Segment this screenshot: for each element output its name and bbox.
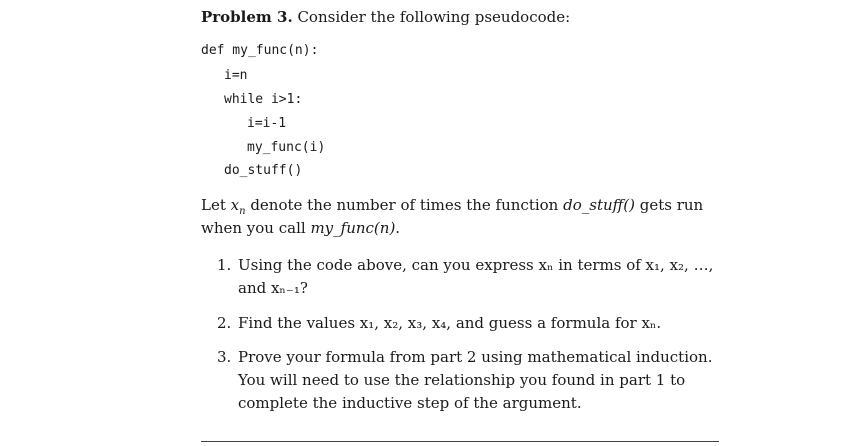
list-item-1 [217, 254, 725, 300]
code-line-assign: i=n [224, 68, 248, 83]
function-name: do_stuff() [563, 196, 635, 214]
paragraph-text: gets run when you call [201, 196, 704, 237]
math-variable [230, 196, 246, 217]
problem-title [201, 7, 570, 27]
code-line-def: def my_func(n): [201, 43, 319, 58]
paragraph-text: denote the number of times the function [245, 196, 564, 214]
paragraph-text: Let [201, 196, 231, 214]
list-item-3 [217, 346, 725, 415]
list-text: Prove your formula from part 2 using mathematical induction. You will need to use the relationship you found in part 1 to complete the inductive step of the argument. [238, 348, 713, 412]
problem-intro: Consider the following pseudocode: [297, 8, 571, 26]
paragraph-text: . [395, 219, 401, 237]
list-number: 1. [217, 256, 232, 274]
list-number: 2. [217, 314, 232, 332]
description-paragraph [201, 194, 731, 240]
horizontal-rule [201, 441, 719, 442]
variable-subscript: n [239, 206, 246, 217]
list-text: Find the values x₁, x₂, x₃, x₄, and guess a formula for xₙ. [238, 314, 662, 332]
variable-name: x [230, 196, 240, 214]
code-line-decrement: i=i-1 [247, 116, 287, 131]
list-number: 3. [217, 348, 232, 366]
list-text: Using the code above, can you express xₙ in terms of x₁, x₂, …, and xₙ₋₁? [238, 256, 714, 297]
problem-heading: Problem 3. [201, 8, 293, 26]
code-line-recursive-call: my_func(i) [247, 140, 326, 155]
code-line-do-stuff: do_stuff() [224, 163, 303, 178]
function-name: my_func(n) [310, 219, 396, 237]
list-item-2 [217, 312, 725, 335]
code-line-while: while i>1: [224, 92, 303, 107]
